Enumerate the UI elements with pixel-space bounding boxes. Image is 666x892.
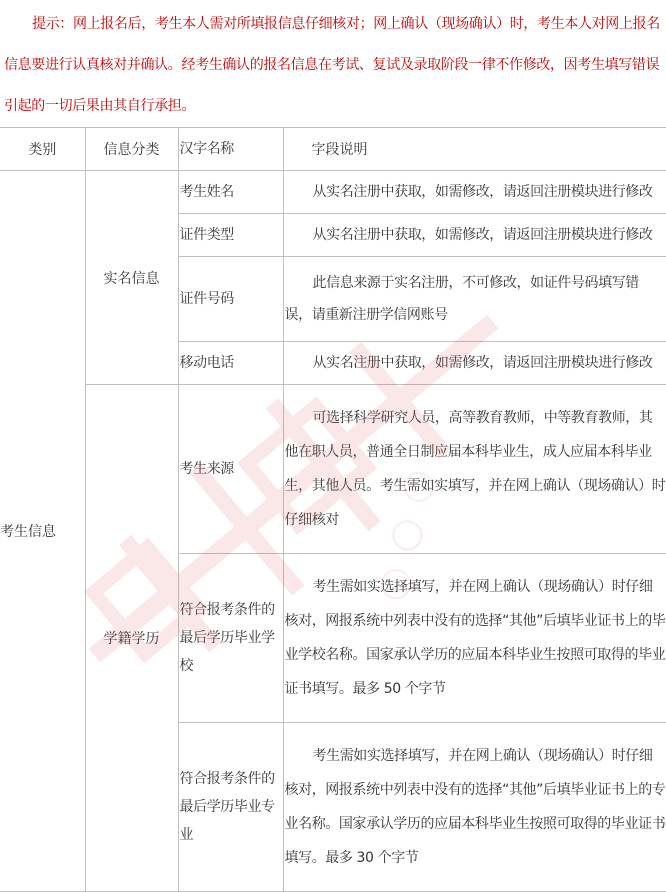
header-info-type: 信息分类 [85,128,178,171]
field-desc: 考生需如实选择填写，并在网上确认（现场确认）时仔细核对，网报系统中列表中没有的选择“其他”后填毕业证书上的毕业学校名称。国家承认学历的应届本科毕业生按照可取得的毕业证书填写。最多 50 个字节 [283,554,666,723]
group-real-name: 实名信息 [85,171,178,385]
field-desc: 从实名注册中获取，如需修改，请返回注册模块进行修改 [283,171,666,214]
table-row [0,171,666,214]
field-name: 符合报考条件的最后学历毕业专业 [178,723,283,892]
category-cell: 考生信息 [0,171,85,892]
table-row [0,385,666,554]
table-header-row [0,128,666,171]
field-desc: 可选择科学研究人员，高等教育教师，中等教育教师，其他在职人员，普通全日制应届本科毕业生，成人应届本科毕业生，其他人员。考生需如实填写，并在网上确认（现场确认）时仔细核对 [283,385,666,554]
info-table [0,127,666,892]
field-desc: 考生需如实选择填写，并在网上确认（现场确认）时仔细核对，网报系统中列表中没有的选择“其他”后填毕业证书上的专业名称。国家承认学历的应届本科毕业生按照可取得的毕业证书填写。最多 30 个字节 [283,723,666,892]
field-name: 考生来源 [178,385,283,554]
header-category: 类别 [0,128,85,171]
header-field-desc: 字段说明 [283,128,666,171]
group-education: 学籍学历 [85,385,178,892]
field-name: 证件类型 [178,214,283,257]
notice-text: 提示：网上报名后，考生本人需对所填报信息仔细核对；网上确认（现场确认）时，考生本人对网上报名信息要进行认真核对并确认。经考生确认的报名信息在考试、复试及录取阶段一律不作修改，因考生填写错误引起的一切后果由其自行承担。 [4,16,660,114]
field-desc: 此信息来源于实名注册，不可修改，如证件号码填写错误，请重新注册学信网账号 [283,257,666,342]
field-desc: 从实名注册中获取，如需修改，请返回注册模块进行修改 [283,214,666,257]
header-field-name: 汉字名称 [178,128,283,171]
field-desc: 从实名注册中获取，如需修改，请返回注册模块进行修改 [283,342,666,385]
field-name: 移动电话 [178,342,283,385]
field-name: 符合报考条件的最后学历毕业学校 [178,554,283,723]
field-name: 考生姓名 [178,171,283,214]
field-name: 证件号码 [178,257,283,342]
